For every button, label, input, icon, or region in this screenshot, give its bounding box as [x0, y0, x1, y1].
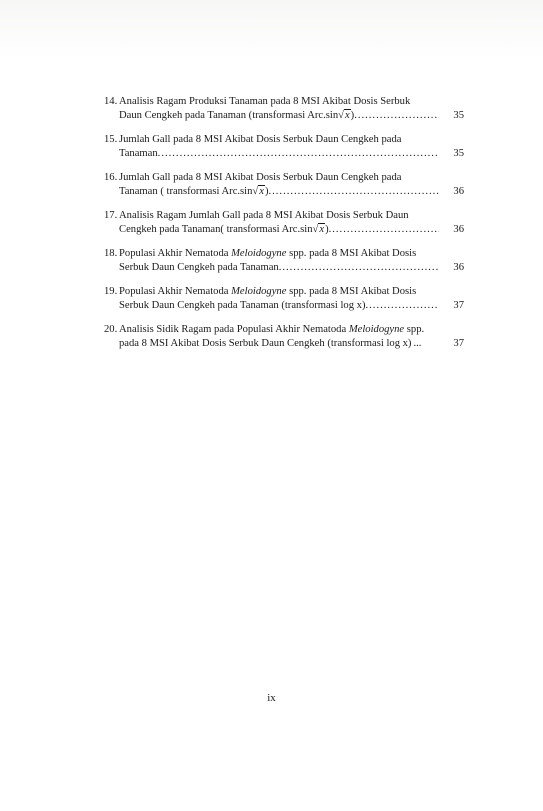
- entry-number: 14.: [104, 96, 118, 107]
- toc-entry-18[interactable]: [104, 247, 464, 274]
- entry-number: 18.: [104, 248, 118, 259]
- species-name: Meloidogyne: [231, 248, 287, 259]
- entry-page-number: 36: [453, 261, 464, 273]
- toc-entry-17[interactable]: 17. Analisis Ragam Jumlah Gall pada 8 MSI Akibat Dosis Serbuk Daun Cengkeh pada Tanaman( transformasi Arc.sin √x ) ..... 36: [104, 209, 464, 236]
- entry-number: 20.: [104, 324, 118, 335]
- entry-title-line1: Populasi Akhir Nematoda Meloidogyne spp. pada 8 MSI Akibat Dosis: [119, 286, 417, 297]
- entry-page-number: 37: [453, 299, 464, 311]
- leader-dots: [329, 223, 439, 237]
- entry-title-line1: Populasi Akhir Nematoda Meloidogyne spp. pada 8 MSI Akibat Dosis: [119, 248, 417, 259]
- entry-title-line1: Analisis Ragam Produksi Tanaman pada 8 MSI Akibat Dosis Serbuk: [119, 96, 411, 107]
- leader-dots: [365, 299, 439, 313]
- square-root-symbol: √x: [252, 185, 264, 197]
- ellipsis: ...: [413, 337, 422, 349]
- toc-entry-15[interactable]: [104, 133, 464, 160]
- leader-dots: [268, 185, 439, 199]
- leader-dots: [279, 261, 439, 275]
- entry-title-line2: Serbuk Daun Cengkeh pada Tanaman: [119, 261, 279, 273]
- square-root-symbol: √x: [312, 223, 325, 235]
- entry-title-line1: Jumlah Gall pada 8 MSI Akibat Dosis Serbuk Daun Cengkeh pada: [119, 134, 402, 145]
- page-folio: ix: [267, 692, 276, 704]
- entry-title-line1: Analisis Ragam Jumlah Gall pada 8 MSI Akibat Dosis Serbuk Daun: [119, 210, 409, 221]
- leader-dots: [158, 147, 439, 161]
- entry-title-line2: Tanaman ( transformasi Arc.sin: [119, 185, 253, 197]
- entry-title-line2: pada 8 MSI Akibat Dosis Serbuk Daun Cengkeh (transformasi log x): [119, 337, 412, 349]
- entry-number: 16.: [104, 172, 118, 183]
- species-name: Meloidogyne: [231, 286, 287, 297]
- entry-title-line1: Analisis Sidik Ragam pada Populasi Akhir Nematoda Meloidogyne spp.: [119, 324, 425, 335]
- entry-number: 15.: [104, 134, 118, 145]
- species-name: Meloidogyne: [348, 324, 405, 335]
- entry-title-line2: Cengkeh pada Tanaman( transformasi Arc.sin: [119, 223, 313, 235]
- square-root-symbol: √x: [338, 109, 350, 121]
- toc-entry-20[interactable]: [104, 323, 464, 350]
- entry-page-number: 36: [453, 185, 464, 197]
- entry-title-line1: Jumlah Gall pada 8 MSI Akibat Dosis Serbuk Daun Cengkeh pada: [119, 172, 402, 183]
- leader-dots: [354, 109, 439, 123]
- toc-entry-14[interactable]: 14. Analisis Ragam Produksi Tanaman pada 8 MSI Akibat Dosis Serbuk Daun Cengkeh pada Tanaman (transformasi Arc.sin √x ) ..... 35: [104, 95, 464, 122]
- toc-entry-19[interactable]: [104, 285, 464, 312]
- list-of-tables: [104, 95, 464, 361]
- entry-number: 19.: [104, 286, 118, 297]
- entry-page-number: 36: [453, 223, 464, 235]
- entry-page-number: 35: [453, 109, 464, 121]
- entry-number: 17.: [104, 210, 118, 221]
- entry-page-number: 37: [453, 337, 464, 349]
- entry-page-number: 35: [453, 147, 464, 159]
- toc-entry-16[interactable]: 16. Jumlah Gall pada 8 MSI Akibat Dosis Serbuk Daun Cengkeh pada Tanaman ( transformasi Arc.sin √x ) ..... 36: [104, 171, 464, 198]
- entry-title-line2: Tanaman: [119, 147, 158, 159]
- entry-title-line2: Daun Cengkeh pada Tanaman (transformasi Arc.sin: [119, 109, 339, 121]
- entry-title-line2: Serbuk Daun Cengkeh pada Tanaman (transformasi log x): [119, 299, 366, 311]
